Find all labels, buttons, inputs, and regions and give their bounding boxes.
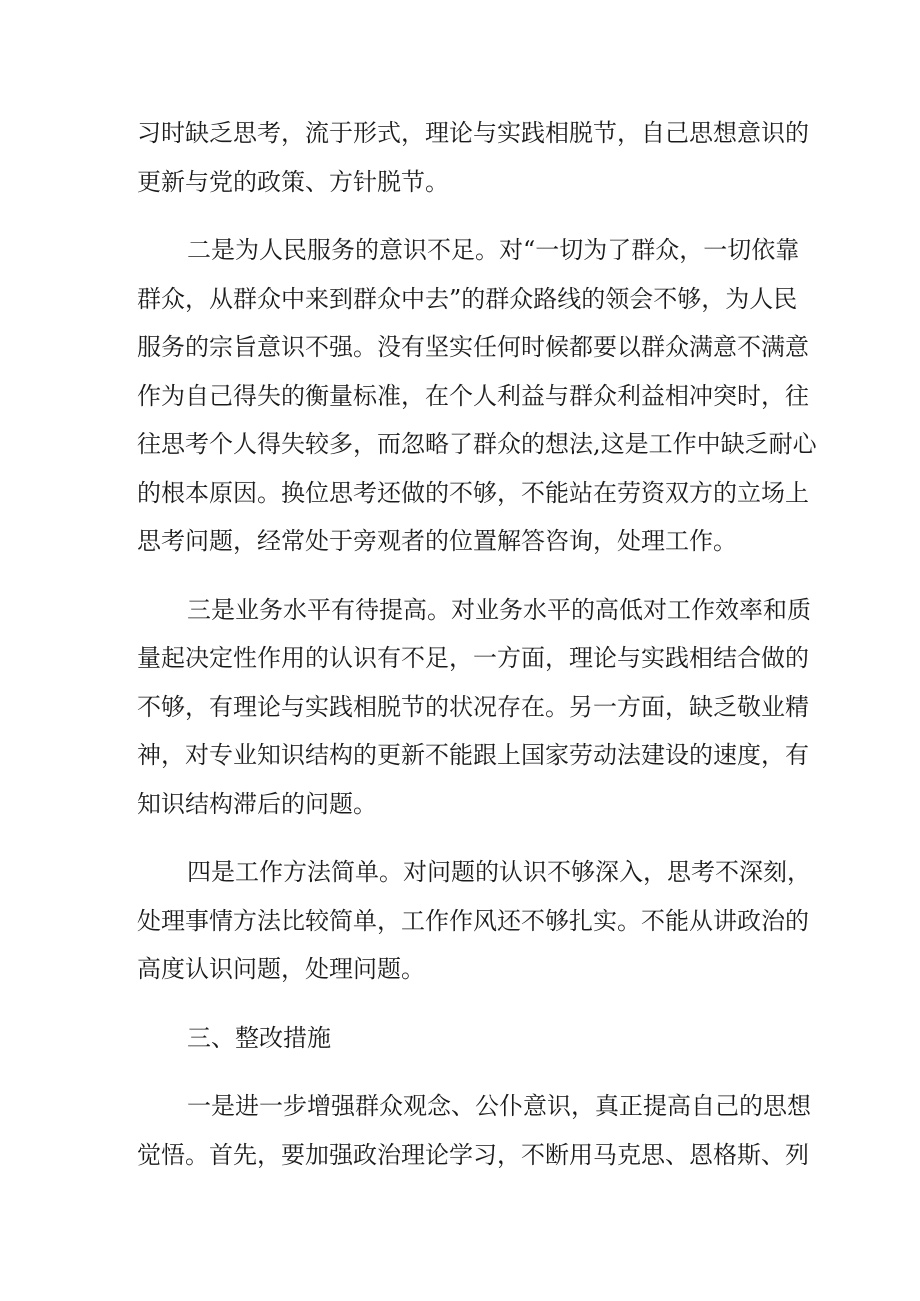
paragraph-item-two-line-5: 往思考个人得失较多，而忽略了群众的想法,这是工作中缺乏耐心 — [137, 430, 817, 458]
paragraph-item-two-line-4: 作为自己得失的衡量标准，在个人利益与群众利益相冲突时，往 — [137, 382, 809, 410]
paragraph-measure-one-line-1: 一是进一步增强群众观念、公仆意识，真正提高自己的思想 — [187, 1092, 811, 1120]
paragraph-measure-one-line-2: 觉悟。首先，要加强政治理论学习，不断用马克思、恩格斯、列 — [137, 1141, 809, 1169]
paragraph-continuation-line-2: 更新与党的政策、方针脱节。 — [137, 168, 449, 196]
section-heading: 三、整改措施 — [187, 1024, 331, 1052]
paragraph-item-four-line-1: 四是工作方法简单。对问题的认识不够深入，思考不深刻， — [187, 858, 811, 886]
paragraph-item-three-line-3: 不够，有理论与实践相脱节的状况存在。另一方面，缺乏敬业精 — [137, 693, 809, 721]
paragraph-item-two-line-1: 二是为人民服务的意识不足。对“一切为了群众，一切依靠 — [187, 236, 800, 264]
paragraph-item-two-line-6: 的根本原因。换位思考还做的不够，不能站在劳资双方的立场上 — [137, 479, 809, 507]
paragraph-item-three-line-1: 三是业务水平有待提高。对业务水平的高低对工作效率和质 — [187, 596, 811, 624]
paragraph-item-two-line-2: 群众，从群众中来到群众中去”的群众路线的领会不够，为人民 — [137, 285, 798, 313]
paragraph-item-four-line-2: 处理事情方法比较简单，工作作风还不够扎实。不能从讲政治的 — [137, 907, 809, 935]
paragraph-item-three-line-2: 量起决定性作用的认识有不足，一方面，理论与实践相结合做的 — [137, 644, 809, 672]
paragraph-continuation-line-1: 习时缺乏思考，流于形式，理论与实践相脱节，自己思想意识的 — [137, 119, 809, 147]
paragraph-item-four-line-3: 高度认识问题，处理问题。 — [137, 955, 425, 983]
paragraph-item-three-line-5: 知识结构滞后的问题。 — [137, 790, 377, 818]
paragraph-item-three-line-4: 神，对专业知识结构的更新不能跟上国家劳动法建设的速度，有 — [137, 741, 809, 769]
paragraph-item-two-line-7: 思考问题，经常处于旁观者的位置解答咨询，处理工作。 — [137, 527, 737, 555]
paragraph-item-two-line-3: 服务的宗旨意识不强。没有坚实任何时候都要以群众满意不满意 — [137, 333, 809, 361]
